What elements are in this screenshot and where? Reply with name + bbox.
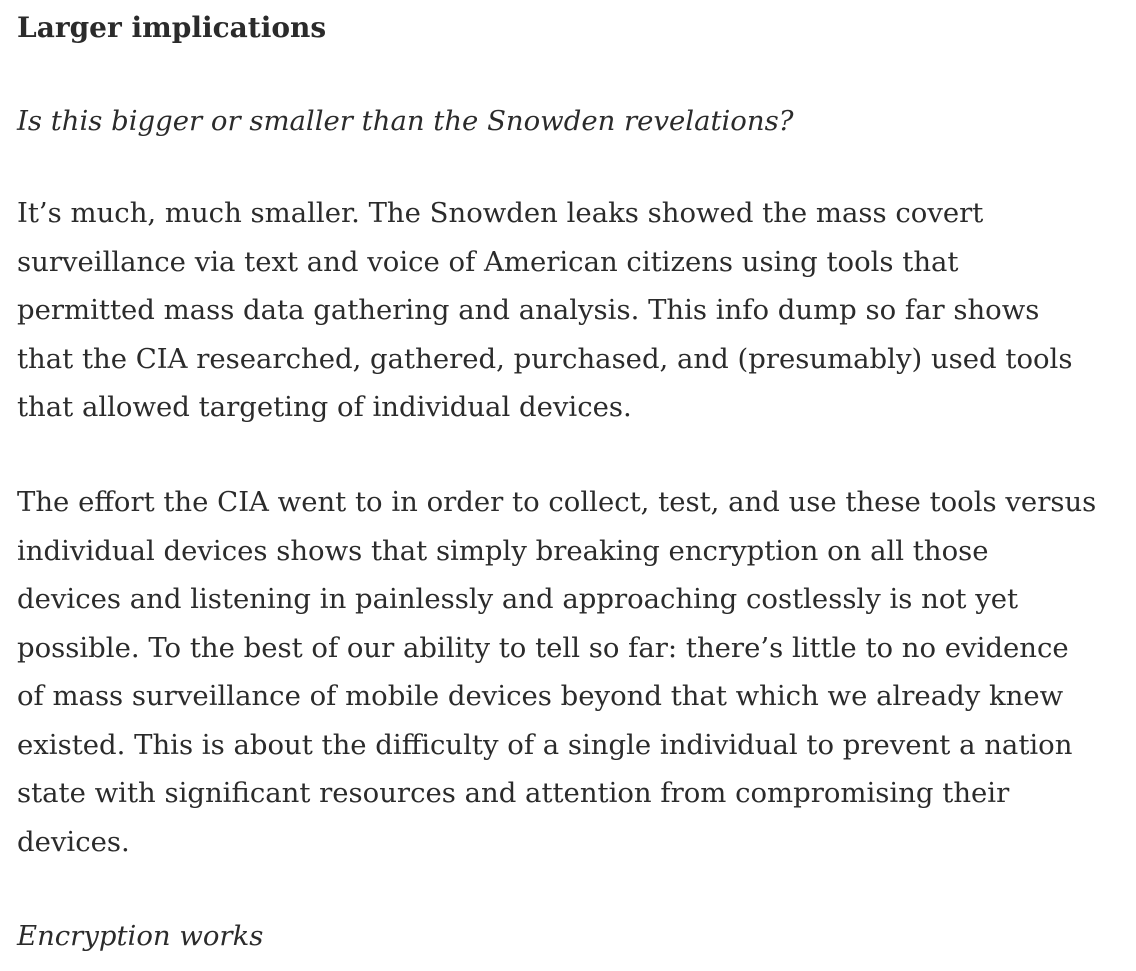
paragraph-line: devices and listening in painlessly and approaching costlessly is not yet [17, 583, 1019, 615]
section-heading: Larger implications [17, 11, 327, 44]
closing-subheading: Encryption works [17, 920, 264, 952]
paragraph-line: individual devices shows that simply breaking encryption on all those [17, 534, 989, 567]
paragraph-line: possible. To the best of our ability to tell so far: there’s little to no evidence [17, 631, 1069, 664]
paragraph-line: of mass surveillance of mobile devices beyond that which we already knew [17, 680, 1064, 712]
paragraph-2 [17, 478, 1096, 866]
paragraph-line: It’s much, much smaller. The Snowden leaks showed the mass covert [17, 197, 984, 229]
paragraph-line: that the CIA researched, gathered, purchased, and (presumably) used tools [17, 342, 1073, 375]
paragraph-line: devices. [17, 825, 130, 858]
paragraph-line: state with significant resources and attention from compromising their [17, 777, 1010, 809]
paragraph-line: existed. This is about the difficulty of a single individual to prevent a nation [17, 728, 1073, 761]
paragraph-line: that allowed targeting of individual devices. [17, 391, 632, 423]
paragraph-1 [17, 189, 1072, 432]
paragraph-line: permitted mass data gathering and analysis. This info dump so far shows [17, 294, 1040, 326]
paragraph-line: The effort the CIA went to in order to collect, test, and use these tools versus [17, 486, 1097, 518]
paragraph-line: surveillance via text and voice of American citizens using tools that [17, 245, 959, 278]
question-text: Is this bigger or smaller than the Snowden revelations? [17, 105, 794, 137]
